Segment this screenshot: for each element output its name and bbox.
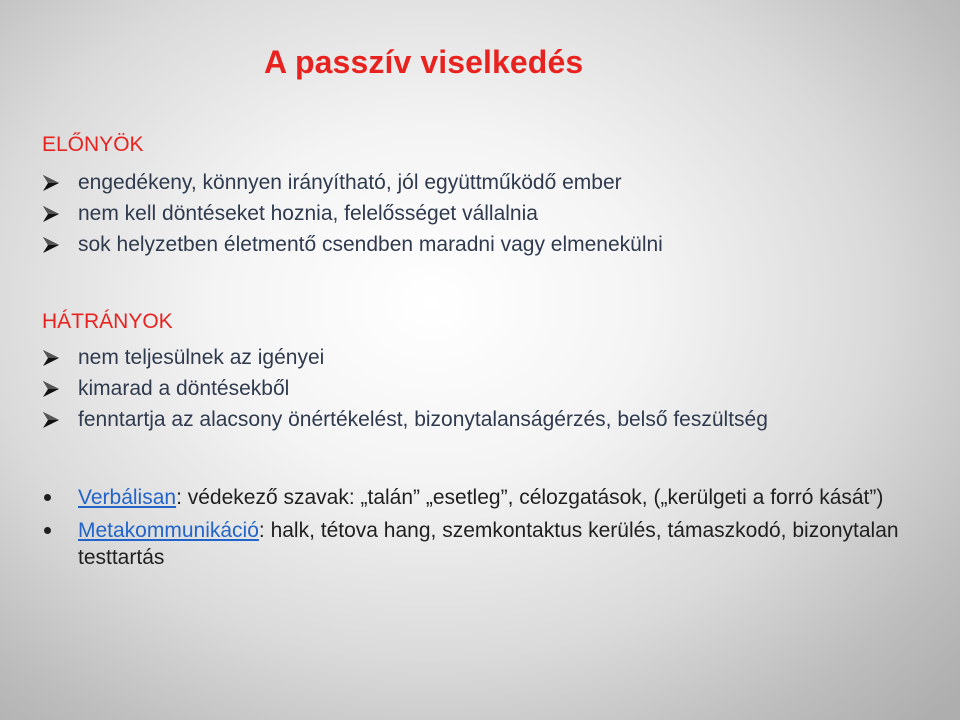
bullet-dot-icon	[44, 494, 51, 501]
disadvantages-list	[42, 342, 768, 435]
list-item-text: engedékeny, könnyen irányítható, jól együttműködő ember	[78, 171, 622, 194]
list-item	[42, 373, 768, 404]
verbalisan-link[interactable]: Verbálisan	[78, 486, 177, 509]
arrowhead-bullet-icon	[42, 205, 60, 223]
list-item-text: : védekező szavak: „talán” „esetleg”, célozgatások, („kerülgeti a forró kását”)	[176, 486, 884, 509]
list-item	[42, 229, 663, 260]
advantages-heading: ELŐNYÖK	[42, 133, 144, 156]
list-item	[42, 342, 768, 373]
list-item	[42, 167, 663, 198]
list-item-text: fenntartja az alacsony önértékelést, bizonytalanságérzés, belső feszültség	[78, 408, 768, 431]
arrowhead-bullet-icon	[42, 349, 60, 367]
arrowhead-bullet-icon	[42, 411, 60, 429]
communication-list	[40, 484, 940, 577]
bullet-dot-icon	[44, 527, 51, 534]
list-item	[40, 517, 940, 571]
list-item-text: sok helyzetben életmentő csendben maradni vagy elmenekülni	[78, 233, 663, 256]
arrowhead-bullet-icon	[42, 236, 60, 254]
list-item	[40, 484, 940, 511]
advantages-list	[42, 167, 663, 260]
list-item-text: nem kell döntéseket hoznia, felelősséget vállalnia	[78, 202, 538, 225]
list-item	[42, 198, 663, 229]
list-item	[42, 404, 768, 435]
slide-title: A passzív viselkedés	[264, 44, 584, 80]
metakommunikacio-link[interactable]: Metakommunikáció	[78, 519, 259, 542]
arrowhead-bullet-icon	[42, 174, 60, 192]
list-item-text: kimarad a döntésekből	[78, 377, 290, 400]
list-item-text: : halk, tétova hang, szemkontaktus kerülés, támaszkodó, bizonytalan testtartás	[78, 519, 899, 569]
list-item-text: nem teljesülnek az igényei	[78, 346, 325, 369]
disadvantages-heading: HÁTRÁNYOK	[42, 310, 173, 333]
arrowhead-bullet-icon	[42, 380, 60, 398]
